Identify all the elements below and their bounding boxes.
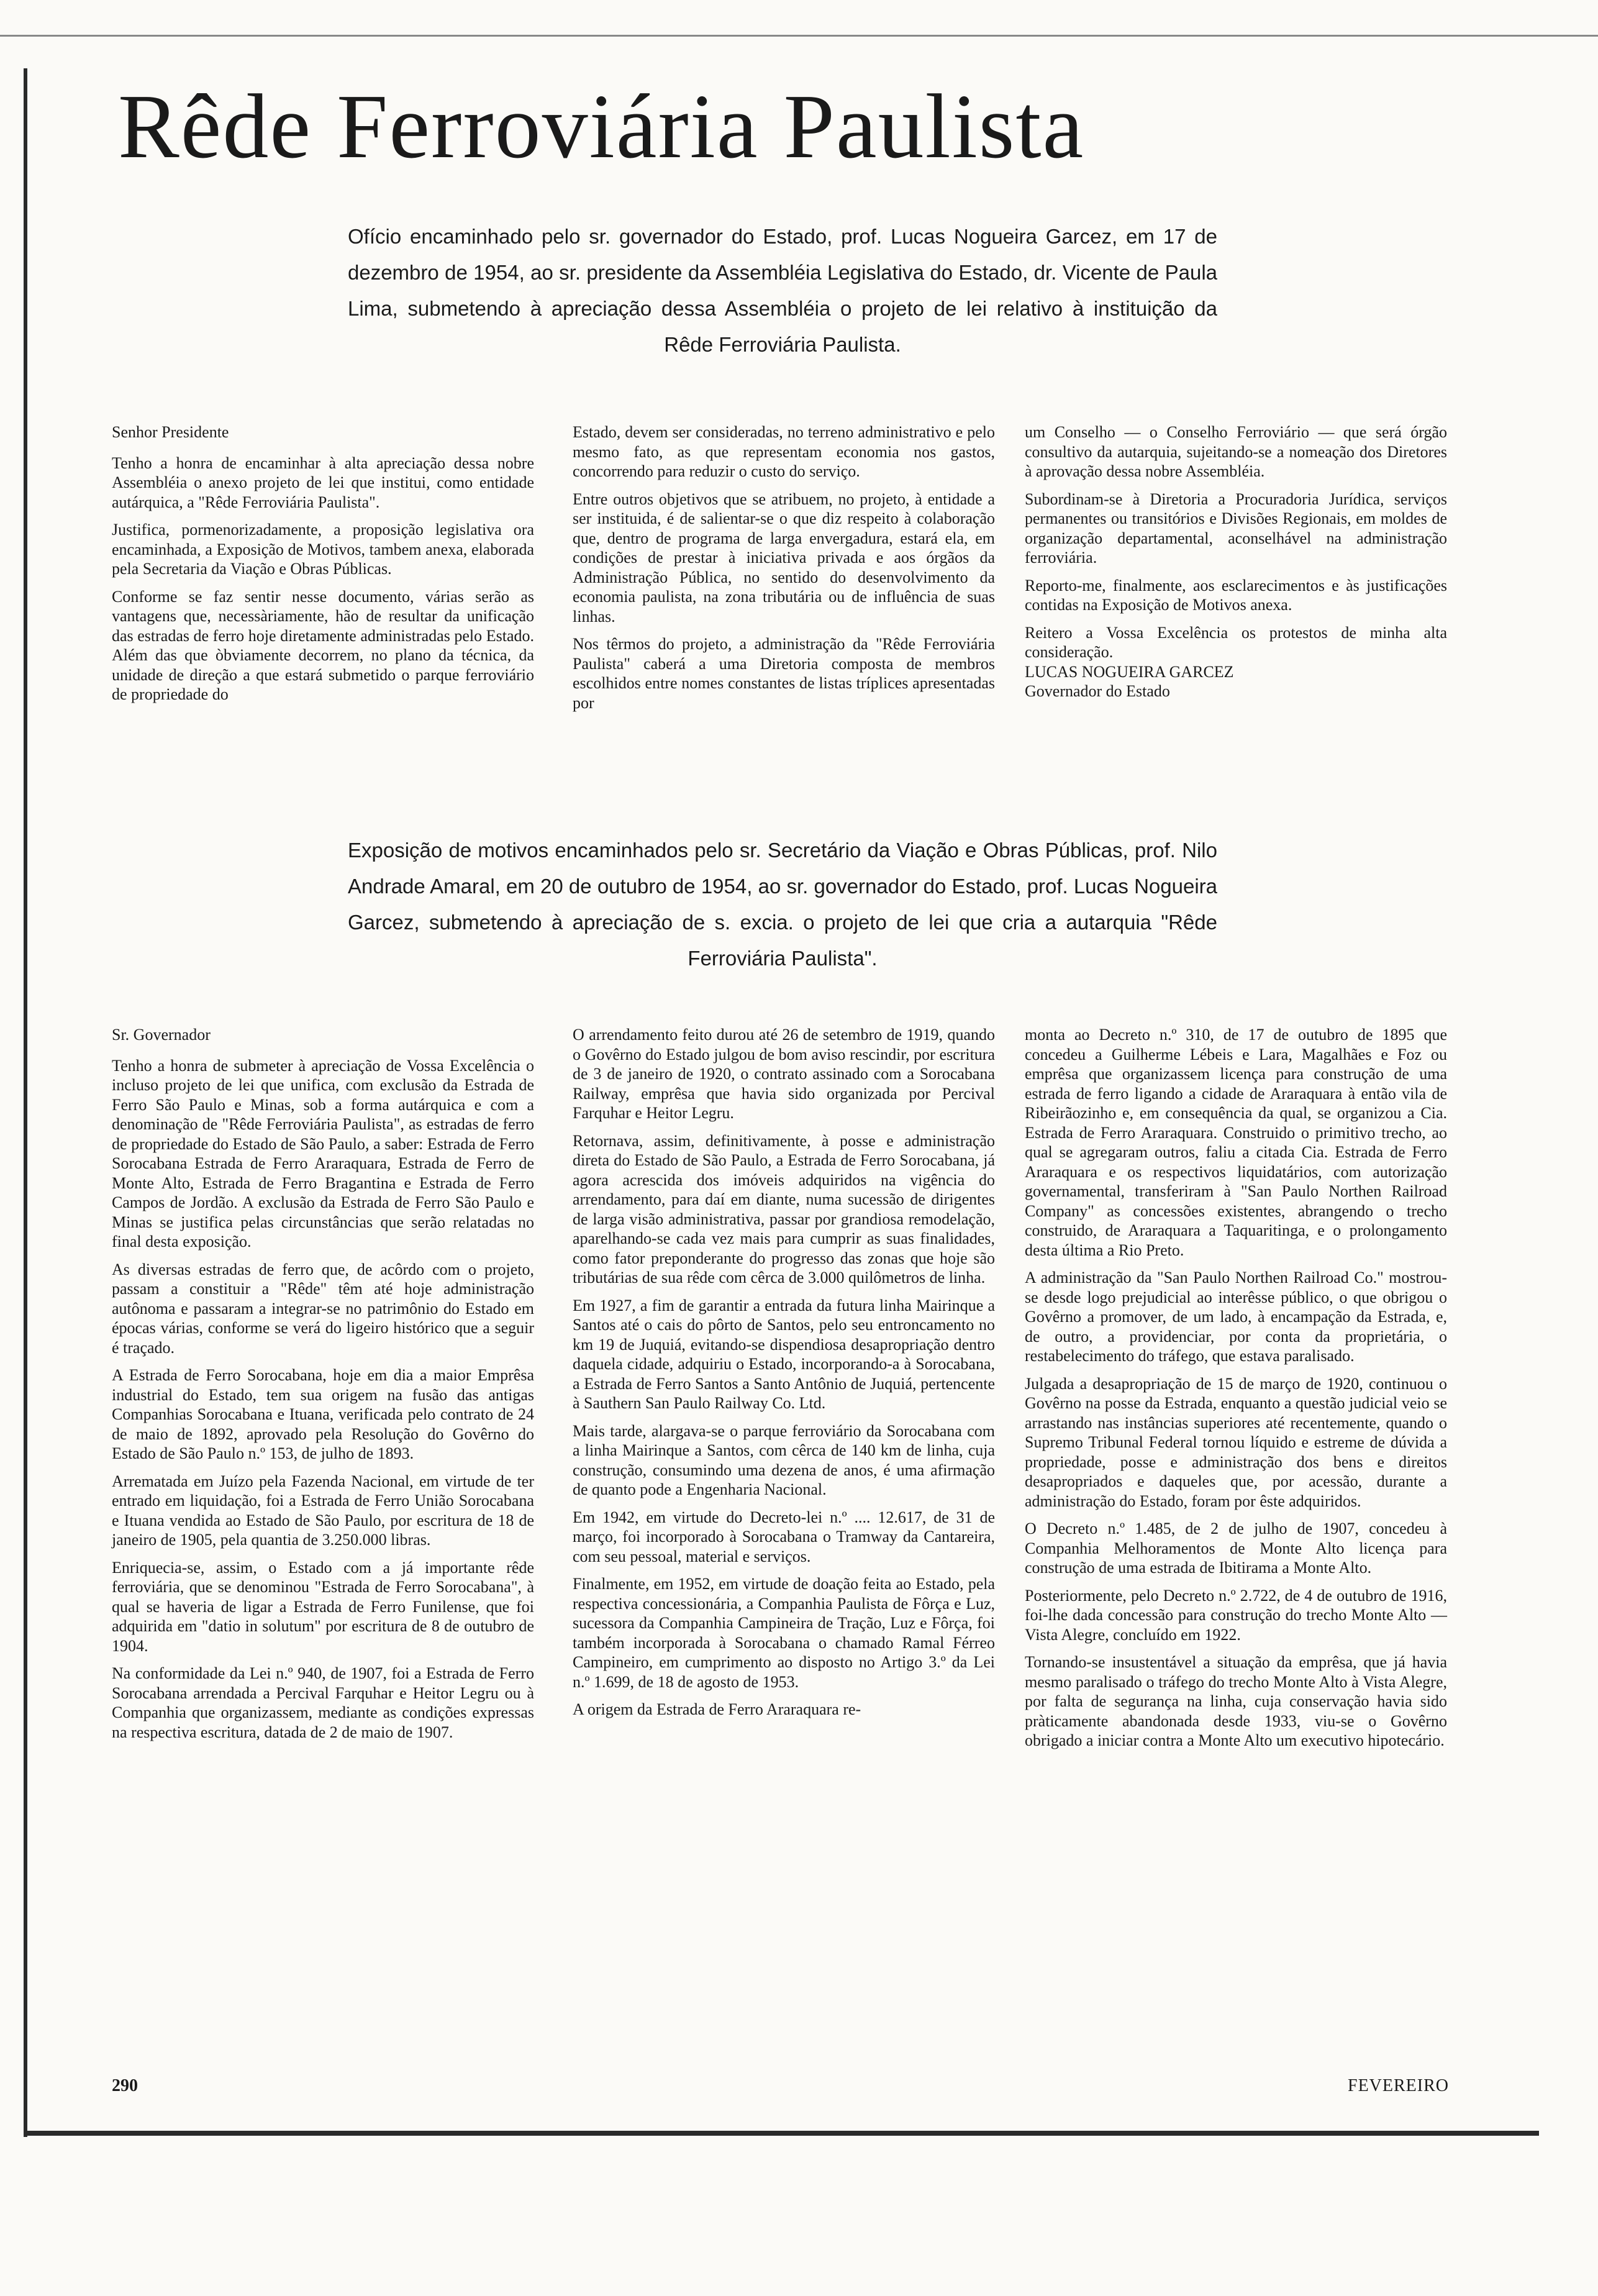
- page-title: [118, 76, 1109, 178]
- paragraph: As diversas estradas de ferro que, de acôrdo com o projeto, passam a constituir a "Rêde" têm até hoje administração autônoma e passaram a integrar-se no patrimônio do Estado em épocas várias, conforme se verá do ligeiro histórico que a seguir é traçado.: [112, 1260, 534, 1357]
- signature-title: Governador do Estado: [1025, 682, 1170, 700]
- title-word: Rêde: [118, 76, 312, 178]
- paragraph: Estado, devem ser consideradas, no terreno administrativo e pelo mesmo fato, as que representam economia nos gastos, concorrendo para reduzir o custo do serviço.: [573, 423, 995, 480]
- signature-block: [1025, 662, 1447, 701]
- salutation: Sr. Governador: [112, 1026, 211, 1044]
- paragraph: um Conselho — o Conselho Ferroviário — que será órgão consultivo da autarquia, sujeitando-se a nomeação dos Diretores à aprovação dessa nobre Assembléia.: [1025, 423, 1447, 480]
- section1-column-2: [573, 422, 995, 721]
- paragraph: Na conformidade da Lei n.º 940, de 1907, foi a Estrada de Ferro Sorocabana arrendada a Percival Farquhar e Heitor Legru ou à Companhia que organizassem, mediante as condições expressas na respectiva escritura, datada de 2 de maio de 1907.: [112, 1664, 534, 1741]
- paragraph: monta ao Decreto n.º 310, de 17 de outubro de 1895 que concedeu a Guilherme Lébeis e Lara, Magalhães e Foz ou emprêsa que organizassem licença para construção de uma estrada de ferro ligando a cidade de Araraquara à então vila de Ribeirãozinho e, em consequência da qual, se organizou a Cia. Estrada de Ferro Araraquara. Construido o primitivo trecho, ao qual se agregaram outros, faliu a citada Cia. Estrada de Ferro Araraquara e os respectivos liquidatários, com autorização governamental, transferiram à "San Paulo Northen Railroad Company" as concessões existentes, abrangendo o trecho construido, de Araraquara a Taquaritinga, e o prolongamento desta última a Rio Preto.: [1025, 1026, 1447, 1259]
- paragraph: Finalmente, em 1952, em virtude de doação feita ao Estado, pela respectiva concessionária, a Companhia Paulista de Fôrça e Luz, sucessora da Companhia Campineira de Tração, Luz e Fôrça, foi também incorporada à Sorocabana o chamado Ramal Férreo Campineiro, em cumprimento ao disposto no Artigo 3.º da Lei n.º 1.699, de 18 de agosto de 1953.: [573, 1575, 995, 1691]
- paragraph: Em 1942, em virtude do Decreto-lei n.º .... 12.617, de 31 de março, foi incorporado à Sorocabana o Tramway da Cantareira, com seu pessoal, material e serviços.: [573, 1508, 995, 1565]
- section2-intro: Exposição de motivos encaminhados pelo sr. Secretário da Viação e Obras Públicas, prof. Nilo Andrade Amaral, em 20 de outubro de 1954, ao sr. governador do Estado, prof. Lucas Nogueira Garcez, submetendo à apreciação de s. excia. o projeto de lei que cria a autarquia "Rêde Ferroviária Paulista".: [348, 839, 1217, 970]
- page-border-left: [24, 68, 27, 2137]
- paragraph: Posteriormente, pelo Decreto n.º 2.722, de 4 de outubro de 1916, foi-lhe dada concessão para construção do trecho Monte Alto — Vista Alegre, concluído em 1922.: [1025, 1586, 1447, 1644]
- paragraph: Em 1927, a fim de garantir a entrada da futura linha Mairinque a Santos até o cais do pôrto de Santos, pelo seu entroncamento no km 19 de Juquiá, evitando-se dispendiosa desapropriação dentro daquela cidade, adquiriu o Estado, incorporando-a à Sorocabana, a Estrada de Ferro Santos a Santo Antônio de Juquiá, pertencente à Sauthern San Paulo Railway Co. Ltd.: [573, 1296, 995, 1412]
- page-number: 290: [112, 2076, 138, 2095]
- section1-column-3: [1025, 422, 1447, 701]
- paragraph: Mais tarde, alargava-se o parque ferroviário da Sorocabana com a linha Mairinque a Santos, com cêrca de 140 km de linha, cuja construção, consumindo uma dezena de anos, é uma afirmação de quanto pode a Engenharia Nacional.: [573, 1421, 995, 1498]
- paragraph: Tenho a honra de submeter à apreciação de Vossa Excelência o incluso projeto de lei que unifica, com exclusão da Estrada de Ferro São Paulo e Minas, sob a forma autárquica e com a denominação de "Rêde Ferroviária Paulista", as estradas de ferro de propriedade do Estado de São Paulo, a saber: Estrada de Ferro Sorocabana Estrada de Ferro Araraquara, Estrada de Ferro de Monte Alto, Estrada de Ferro Bragantina e Estrada de Ferro Campos de Jordão. A exclusão da Estrada de Ferro São Paulo e Minas se justifica pelas circunstâncias que serão relatadas no final desta exposição.: [112, 1056, 534, 1250]
- paragraph: A Estrada de Ferro Sorocabana, hoje em dia a maior Emprêsa industrial do Estado, tem sua origem na fusão das antigas Companhias Sorocabana e Ituana, verificada pelo contrato de 24 de maio de 1892, aprovado pela Resolução do Govêrno do Estado de São Paulo n.º 153, de julho de 1893.: [112, 1366, 534, 1462]
- title-word: Paulista: [783, 76, 1085, 178]
- paragraph: Julgada a desapropriação de 15 de março de 1920, continuou o Govêrno na posse da Estrada, enquanto a questão judicial veio se arrastando nas instâncias superiores até recentemente, quando o Supremo Tribunal Federal tornou líquido e estreme de dúvida a propriedade, posse e administração dos bens e direitos desapropriados e daqueles que, por acessão, durante a administração do Estado, foram por êste adquiridos.: [1025, 1374, 1447, 1510]
- issue-month: FEVEREIRO: [1348, 2076, 1449, 2095]
- paragraph: O arrendamento feito durou até 26 de setembro de 1919, quando o Govêrno do Estado julgou de bom aviso rescindir, por escritura de 3 de janeiro de 1920, o contrato assinado com a Sorocabana Railway, emprêsa que havia sido organizada por Percival Farquhar e Heitor Legru.: [573, 1026, 995, 1122]
- paragraph: Reporto-me, finalmente, aos esclarecimentos e às justificações contidas na Exposição de Motivos anexa.: [1025, 576, 1447, 614]
- paragraph: Nos têrmos do projeto, a administração da "Rêde Ferroviária Paulista" caberá a uma Diretoria composta de membros escolhidos entre nomes constantes de listas tríplices apresentadas por: [573, 635, 995, 712]
- signature-name: LUCAS NOGUEIRA GARCEZ: [1025, 662, 1234, 681]
- title-word: Ferroviária: [337, 76, 759, 178]
- salutation: Senhor Presidente: [112, 423, 229, 441]
- paragraph: O Decreto n.º 1.485, de 2 de julho de 1907, concedeu à Companhia Melhoramentos de Monte Alto licença para construção de uma estrada de Ibitirama a Monte Alto.: [1025, 1519, 1447, 1577]
- paragraph: Retornava, assim, definitivamente, à posse e administração direta do Estado de São Paulo, a Estrada de Ferro Sorocabana, já agora acrescida dos imóveis adquiridos na vigência do arrendamento, para daí em diante, numa sucessão de dirigentes de larga visão administrativa, passar por grandiosa remodelação, aparelhando-se cada vez mais para cumprir as suas finalidades, como fator preponderante do progresso das zonas que hoje são tributárias de sua rêde com cêrca de 3.000 quilômetros de linha.: [573, 1131, 995, 1287]
- top-rule: [0, 35, 1598, 37]
- section2-column-2: [573, 1025, 995, 1728]
- section2-column-1: [112, 1025, 534, 1750]
- paragraph: Reitero a Vossa Excelência os protestos de minha alta consideração.: [1025, 623, 1447, 661]
- paragraph: Tornando-se insustentável a situação da emprêsa, que já havia mesmo paralisado o tráfego do trecho Monte Alto à Vista Alegre, por falta de segurança na linha, cuja conservação havia sido pràticamente abandonada desde 1933, viu-se o Govêrno obrigado a iniciar contra a Monte Alto um executivo hipotecário.: [1025, 1653, 1447, 1749]
- section1-column-1: [112, 422, 534, 713]
- paragraph: Arrematada em Juízo pela Fazenda Nacional, em virtude de ter entrado em liquidação, foi a Estrada de Ferro União Sorocabana e Ituana vendida ao Estado de São Paulo, por escritura de 18 de janeiro de 1905, pela quantia de 3.250.000 libras.: [112, 1472, 534, 1549]
- page-border-bottom: [24, 2131, 1539, 2136]
- paragraph: Justifica, pormenorizadamente, a proposição legislativa ora encaminhada, a Exposição de Motivos, tambem anexa, elaborada pela Secretaria da Viação e Obras Públicas.: [112, 521, 534, 578]
- section2-column-3: [1025, 1025, 1447, 1759]
- paragraph: Enriquecia-se, assim, o Estado com a já importante rêde ferroviária, que se denominou "Estrada de Ferro Sorocabana", à qual se haveria de ligar a Estrada de Ferro Funilense, que foi adquirida em "datio in solutum" por escritura de 8 de outubro de 1904.: [112, 1558, 534, 1655]
- paragraph: A administração da "San Paulo Northen Railroad Co." mostrou-se desde logo prejudicial ao interêsse público, o que obrigou o Govêrno a promover, de um lado, à encampação da Estrada, e, de outro, a providenciar, por conta da proprietária, o restabelecimento do tráfego, que estava paralisado.: [1025, 1269, 1447, 1365]
- paragraph: Tenho a honra de encaminhar à alta apreciação dessa nobre Assembléia o anexo projeto de lei que institui, como entidade autárquica, a "Rêde Ferroviária Paulista".: [112, 453, 534, 511]
- paragraph: Conforme se faz sentir nesse documento, várias serão as vantagens que, necessàriamente, hão de resultar da unificação das estradas de ferro hoje diretamente administradas pelo Estado. Além das que òbviamente decorrem, no plano da técnica, da unidade de direção a que estará submetido o parque ferroviário de propriedade do: [112, 587, 534, 703]
- paragraph: A origem da Estrada de Ferro Araraquara re-: [573, 1700, 861, 1718]
- section1-intro: Ofício encaminhado pelo sr. governador do Estado, prof. Lucas Nogueira Garcez, em 17 de dezembro de 1954, ao sr. presidente da Assembléia Legislativa do Estado, dr. Vicente de Paula Lima, submetendo à apreciação dessa Assembléia o projeto de lei relativo à instituição da Rêde Ferroviária Paulista.: [348, 225, 1217, 356]
- paragraph: Subordinam-se à Diretoria a Procuradoria Jurídica, serviços permanentes ou transitórios e Divisões Regionais, em moldes de organização departamental, aconselhável na administração ferroviária.: [1025, 490, 1447, 567]
- paragraph: Entre outros objetivos que se atribuem, no projeto, à entidade a ser instituida, é de salientar-se o que diz respeito à colaboração que, dentro de programa de larga envergadura, estará ela, em condições de prestar à iniciativa privada e aos órgãos da Administração Pública, no sentido do desenvolvimento da economia paulista, na zona tributária ou de influência de suas linhas.: [573, 490, 995, 626]
